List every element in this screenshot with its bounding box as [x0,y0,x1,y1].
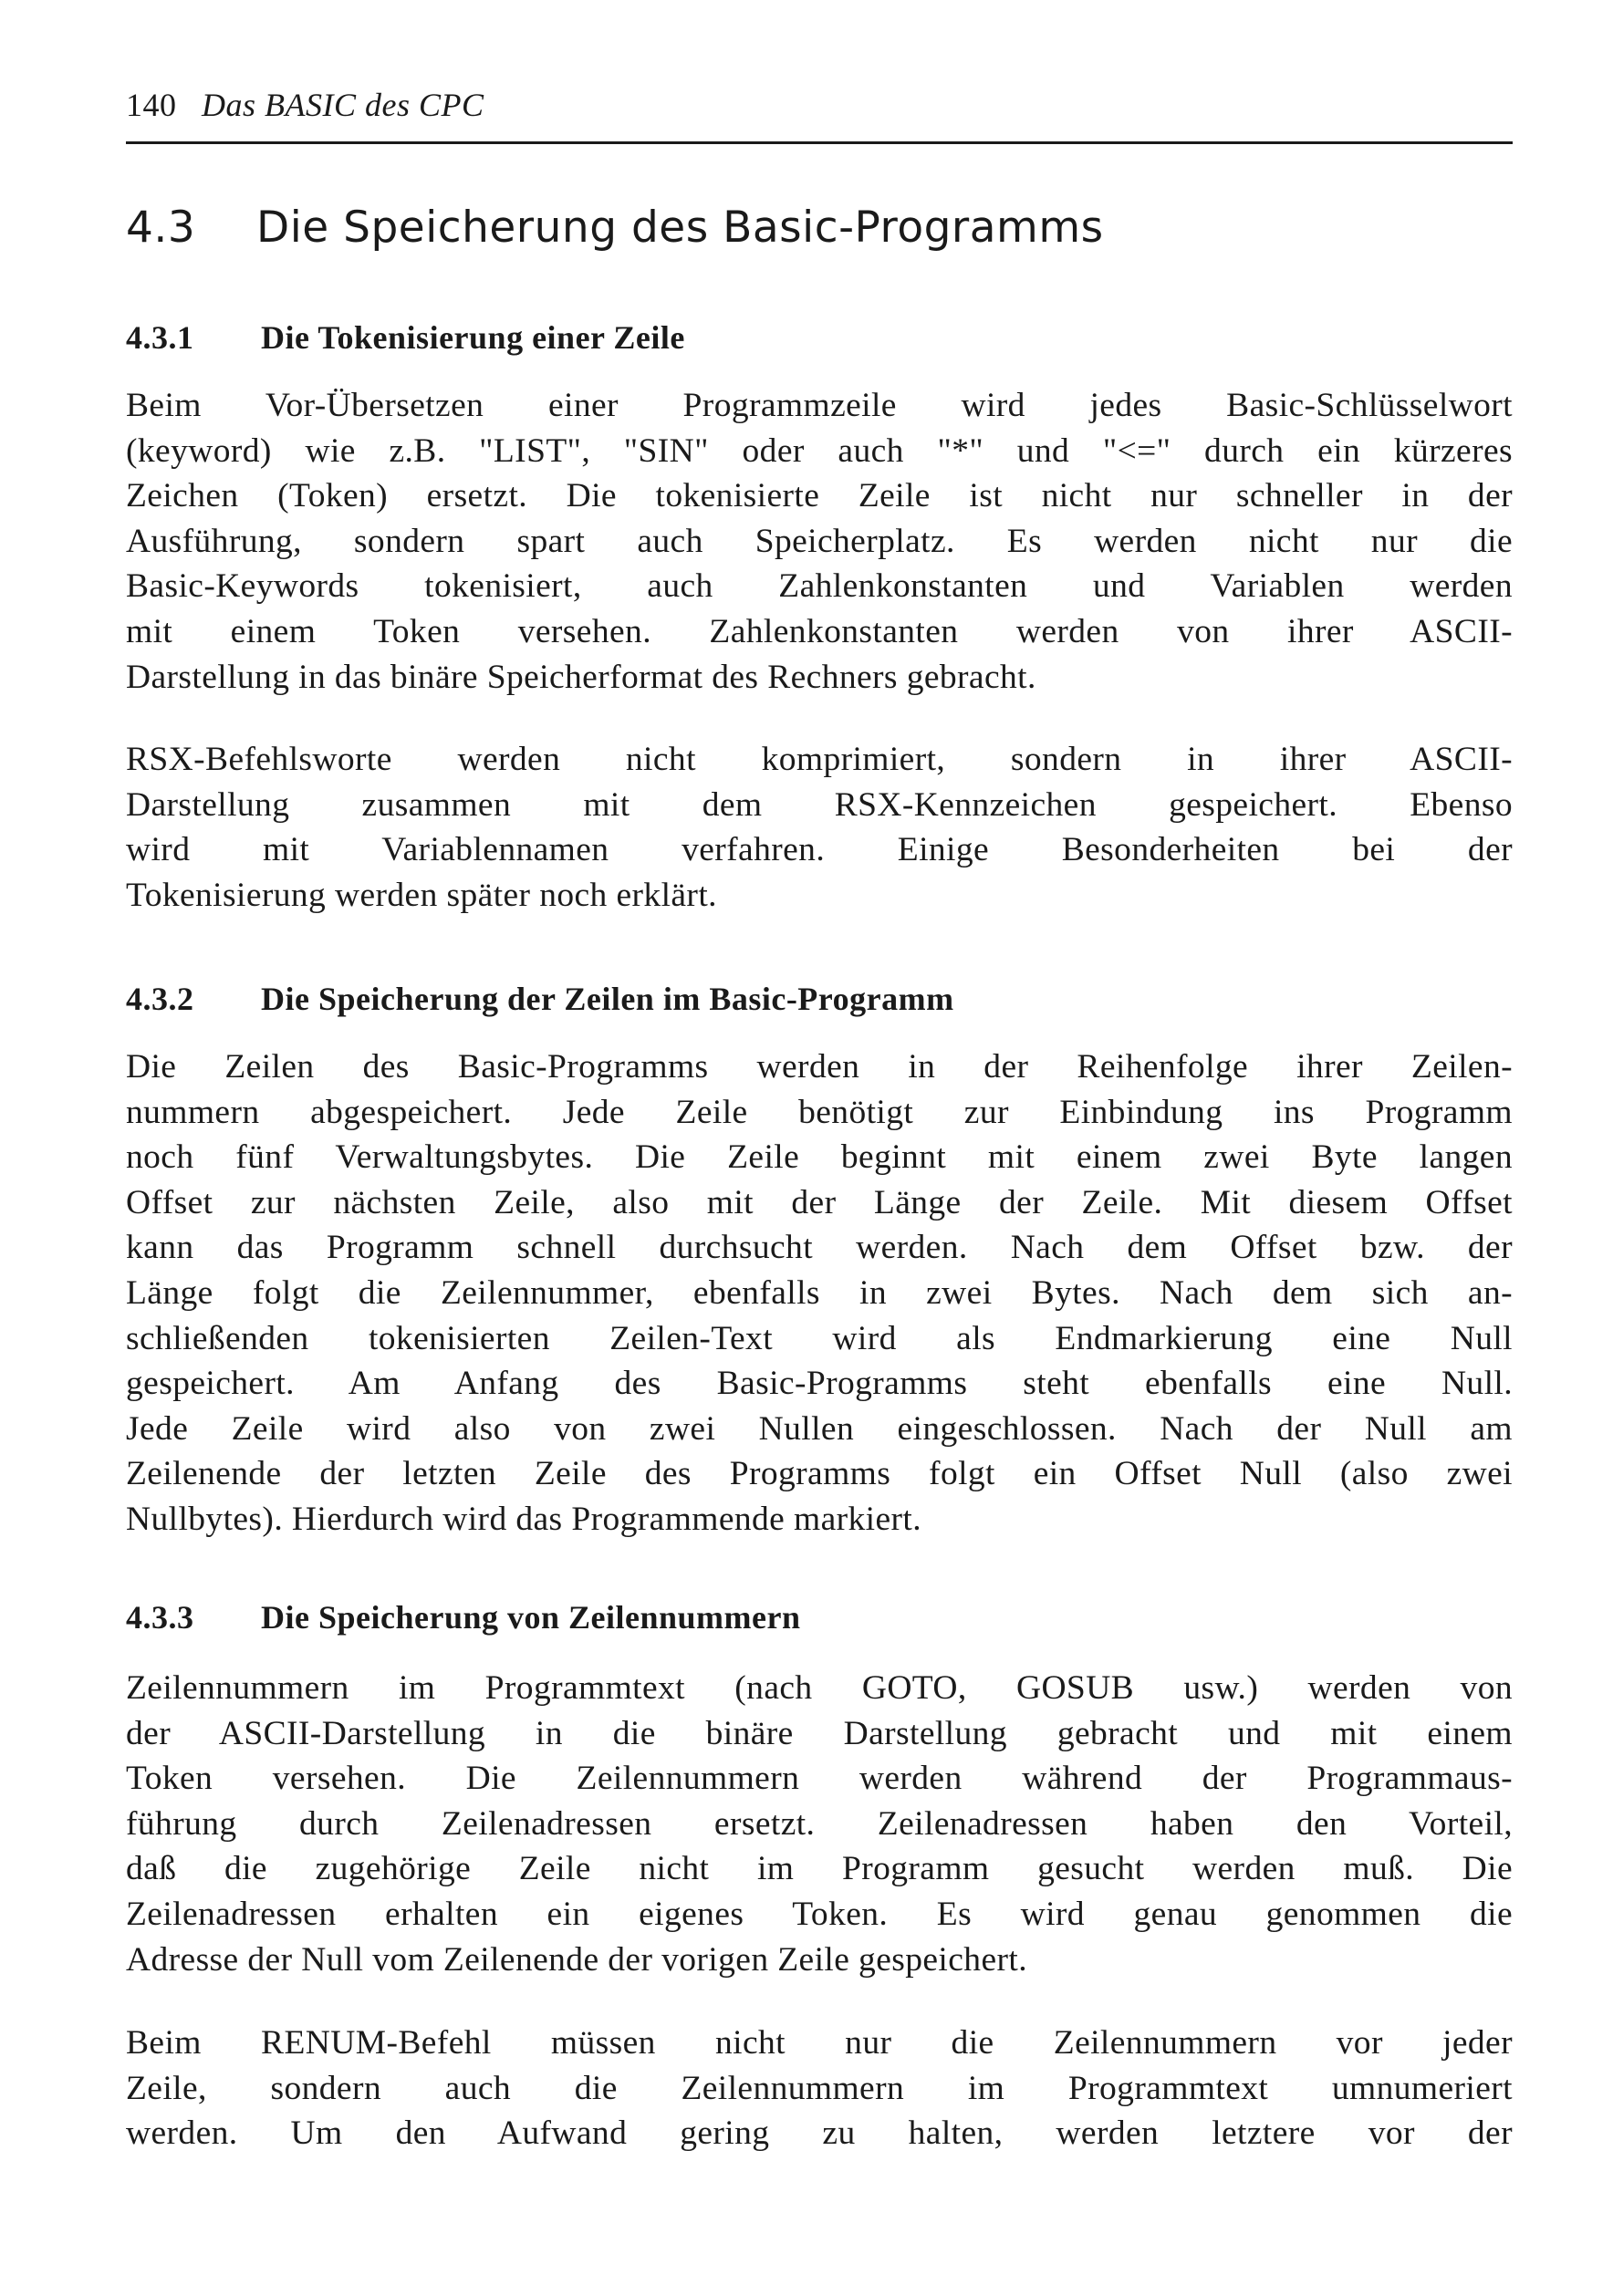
subsection-title: Die Speicherung von Zeilennummern [261,1599,801,1636]
running-header [126,86,484,124]
text-line: Ausführung, sondern spart auch Speicherplatz. Es werden nicht nur die [126,522,1513,560]
text-line: Darstellung in das binäre Speicherformat des Rechners gebracht. [126,658,1036,696]
running-header-title: Das BASIC des CPC [202,87,484,123]
text-line: Token versehen. Die Zeilennummern werden während der Programmaus- [126,1760,1513,1798]
subsection-number: 4.3.2 [126,981,194,1017]
text-line: RSX-Befehlsworte werden nicht komprimiert, sondern in ihrer ASCII- [126,741,1513,778]
text-line: mit einem Token versehen. Zahlenkonstanten werden von ihrer ASCII- [126,612,1513,650]
text-line: nummern abgespeichert. Jede Zeile benötigt zur Einbindung ins Programm [126,1093,1513,1131]
text-line: Zeilenadressen erhalten ein eigenes Token. Es wird genau genommen die [126,1895,1513,1933]
text-line: Zeile, sondern auch die Zeilennummern im Programmtext umnumeriert [126,2069,1513,2107]
text-line: Zeichen (Token) ersetzt. Die tokenisierte Zeile ist nicht nur schneller in der [126,477,1513,515]
subsection-heading-4-3-1 [126,318,685,357]
text-line: Die Zeilen des Basic-Programms werden in der Reihenfolge ihrer Zeilen- [126,1048,1513,1086]
text-line: Tokenisierung werden später noch erklärt. [126,876,717,914]
section-heading [126,203,1104,253]
paragraph-4-3-1-1 [126,383,1513,700]
text-line: gespeichert. Am Anfang des Basic-Programms steht ebenfalls eine Null. [126,1365,1513,1403]
subsection-title: Die Speicherung der Zeilen im Basic-Programm [261,981,954,1017]
text-line: noch fünf Verwaltungsbytes. Die Zeile beginnt mit einem zwei Byte langen [126,1138,1513,1177]
text-line: Länge folgt die Zeilennummer, ebenfalls in zwei Bytes. Nach dem sich an- [126,1273,1513,1312]
subsection-number: 4.3.3 [126,1599,194,1636]
subsection-heading-4-3-3 [126,1598,801,1636]
header-rule [126,141,1513,144]
text-line: (keyword) wie z.B. "LIST", "SIN" oder auch "*" und "<=" durch ein kürzeres [126,431,1513,470]
paragraph-4-3-2-1 [126,1044,1513,1543]
text-line: Nullbytes). Hierdurch wird das Programmende markiert. [126,1500,921,1538]
paragraph-4-3-3-1 [126,1666,1513,1982]
text-line: Beim RENUM-Befehl müssen nicht nur die Zeilennummern vor jeder [126,2024,1513,2062]
text-line: führung durch Zeilenadressen ersetzt. Zeilenadressen haben den Vorteil, [126,1804,1513,1843]
text-line: Adresse der Null vom Zeilenende der vorigen Zeile gespeichert. [126,1940,1027,1979]
text-line: kann das Programm schnell durchsucht werden. Nach dem Offset bzw. der [126,1229,1513,1267]
section-title: Die Speicherung des Basic-Programms [256,203,1104,253]
text-line: Darstellung zusammen mit dem RSX-Kennzeichen gespeichert. Ebenso [126,785,1513,824]
text-line: Beim Vor-Übersetzen einer Programmzeile wird jedes Basic-Schlüsselwort [126,387,1513,424]
text-line: Zeilenende der letzten Zeile des Programms folgt ein Offset Null (also zwei [126,1455,1513,1493]
text-line: Zeilennummern im Programmtext (nach GOTO, GOSUB usw.) werden von [126,1669,1513,1707]
text-line: Offset zur nächsten Zeile, also mit der Länge der Zeile. Mit diesem Offset [126,1183,1513,1221]
page-number: 140 [126,87,177,123]
text-line: schließenden tokenisierten Zeilen-Text wird als Endmarkierung eine Null [126,1319,1513,1357]
paragraph-4-3-1-2 [126,737,1513,918]
text-line: der ASCII-Darstellung in die binäre Darstellung gebracht und mit einem [126,1714,1513,1752]
paragraph-4-3-3-2 [126,2021,1513,2156]
text-line: Jede Zeile wird also von zwei Nullen eingeschlossen. Nach der Null am [126,1409,1513,1448]
text-line: werden. Um den Aufwand gering zu halten, werden letztere vor der [126,2114,1513,2153]
subsection-number: 4.3.1 [126,319,194,356]
subsection-title: Die Tokenisierung einer Zeile [261,319,685,356]
text-line: Basic-Keywords tokenisiert, auch Zahlenkonstanten und Variablen werden [126,567,1513,606]
section-number: 4.3 [126,203,196,253]
text-line: daß die zugehörige Zeile nicht im Programm gesucht werden muß. Die [126,1850,1513,1888]
subsection-heading-4-3-2 [126,980,954,1018]
text-line: wird mit Variablennamen verfahren. Einige Besonderheiten bei der [126,831,1513,869]
